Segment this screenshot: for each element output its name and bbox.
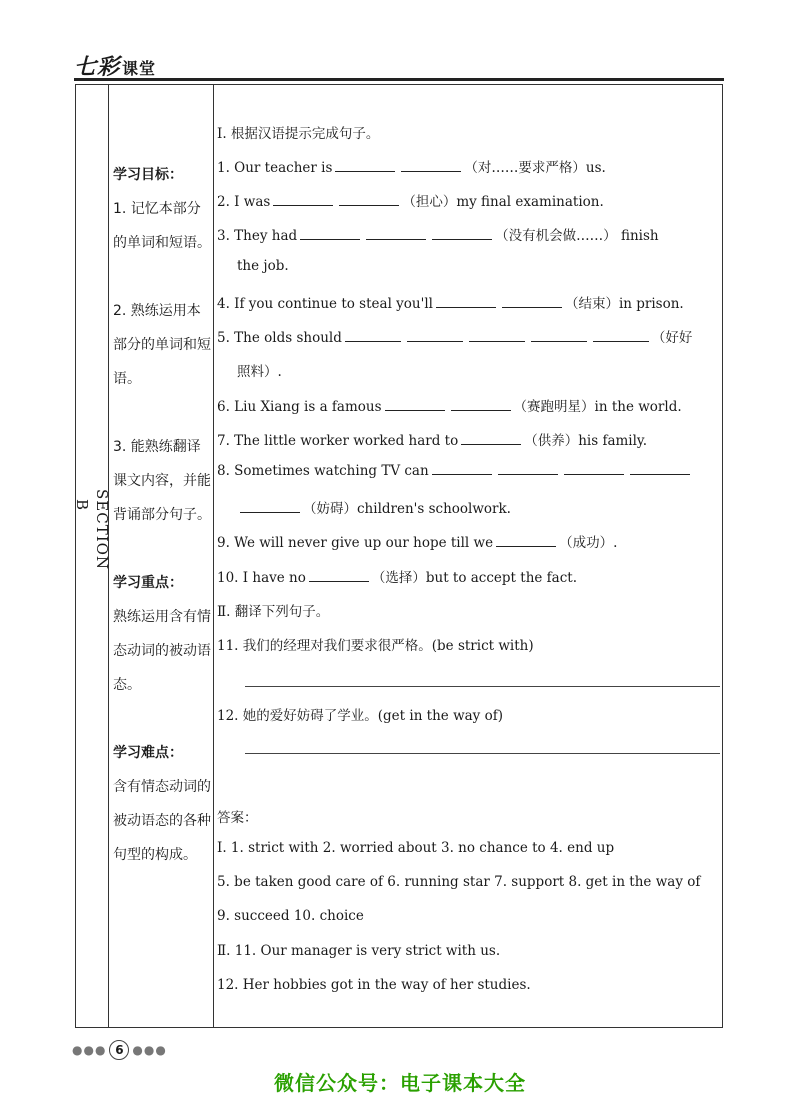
question-3-cont: the job. <box>237 258 289 274</box>
answers-heading: 答案： <box>217 810 258 826</box>
question-8-cont: （妨碍）children's schoolwork. <box>237 497 511 517</box>
part2-title: Ⅱ. 翻译下列句子。 <box>217 604 330 620</box>
question-2: 2. I was （担心）my final examination. <box>217 194 604 210</box>
page-number: ●●● 6 ●●● <box>72 1040 167 1060</box>
goal-heading: 学习目标： <box>113 167 183 183</box>
question-12: 12. 她的爱好妨碍了学业。(get in the way of) <box>217 708 503 724</box>
goal-1: 1. 记忆本部分的单词和短语。 <box>113 201 211 251</box>
question-7: 7. The little worker worked hard to （供养）his family. <box>217 433 648 449</box>
goal-2: 2. 熟练运用本部分的单词和短语。 <box>113 303 211 387</box>
difficult-text: 含有情态动词的被动语态的各种句型的构成。 <box>113 779 211 863</box>
sidebar <box>113 158 211 872</box>
part1-title: Ⅰ. 根据汉语提示完成句子。 <box>217 126 380 142</box>
answers-line-5: 12. Her hobbies got in the way of her studies. <box>217 977 531 993</box>
answers-line-4: Ⅱ. 11. Our manager is very strict with us. <box>217 943 501 959</box>
question-5-cont: 照料）. <box>237 364 282 380</box>
question-11: 11. 我们的经理对我们要求很严格。(be strict with) <box>217 638 534 654</box>
answers-line-2: 5. be taken good care of 6. running star 7. support 8. get in the way of <box>217 874 701 890</box>
question-8: 8. Sometimes watching TV can <box>217 463 693 479</box>
question-1: 1. Our teacher is （对……要求严格）us. <box>217 160 606 176</box>
key-heading: 学习重点： <box>113 575 183 591</box>
question-5: 5. The olds should （好好 <box>217 330 693 346</box>
difficult-heading: 学习难点： <box>113 745 183 761</box>
header-rule <box>74 78 724 81</box>
column-divider <box>213 84 214 1028</box>
answers-line-1: Ⅰ. 1. strict with 2. worried about 3. no chance to 4. end up <box>217 840 615 856</box>
question-3: 3. They had （没有机会做……） finish <box>217 228 659 244</box>
question-10: 10. I have no （选择）but to accept the fact. <box>217 570 577 586</box>
answers-line-3: 9. succeed 10. choice <box>217 908 364 924</box>
question-9: 9. We will never give up our hope till we （成功）. <box>217 535 618 551</box>
question-4: 4. If you continue to steal you'll （结束）in prison. <box>217 296 684 312</box>
section-label: SECTION B <box>73 489 111 571</box>
question-6: 6. Liu Xiang is a famous （赛跑明星）in the world. <box>217 399 682 415</box>
logo: 七彩 课堂 <box>74 55 157 80</box>
answer-line-12 <box>245 753 720 754</box>
key-text: 熟练运用含有情态动词的被动语态。 <box>113 609 211 693</box>
wechat-watermark: 微信公众号：电子课本大全 <box>274 1071 526 1095</box>
goal-3: 3. 能熟练翻译课文内容，并能背诵部分句子。 <box>113 439 211 523</box>
answer-line-11 <box>245 686 720 687</box>
